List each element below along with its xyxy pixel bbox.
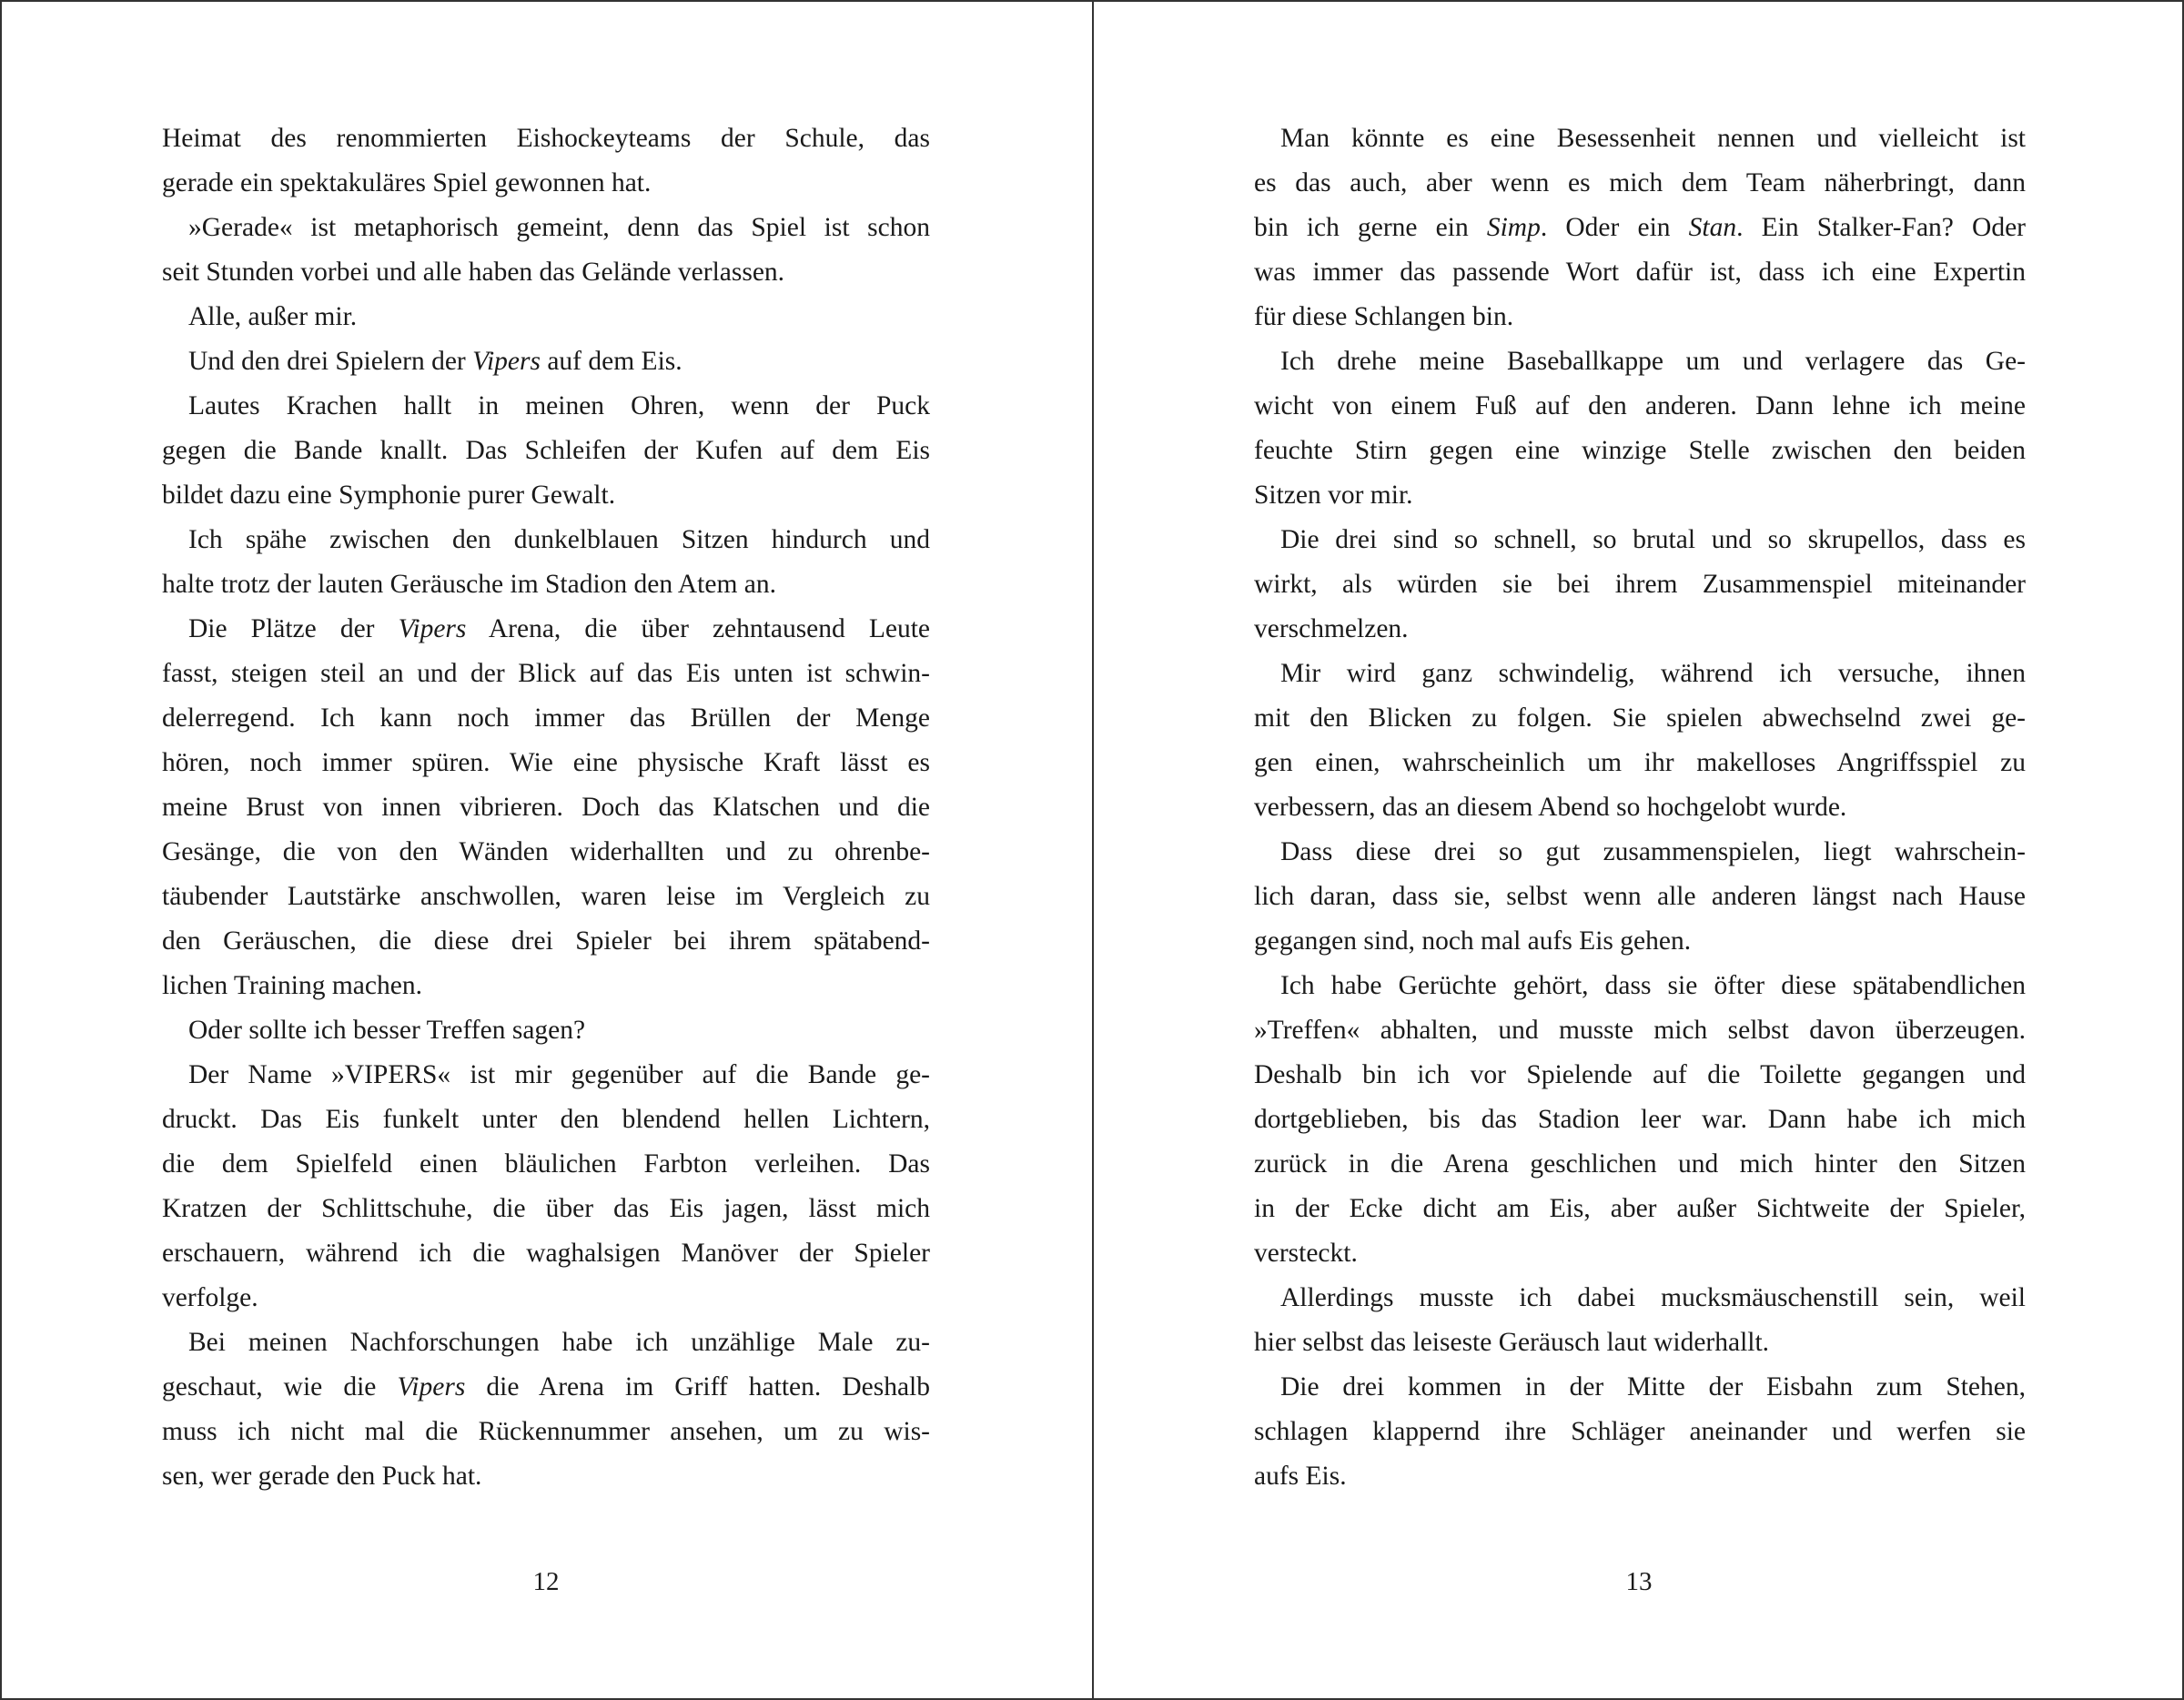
text-line — [1254, 161, 2026, 206]
text-span: halte trotz der lauten Geräusche im Stadion den Atem an. — [162, 570, 776, 599]
text-column — [162, 116, 930, 1499]
text-span: bildet dazu eine Symphonie purer Gewalt. — [162, 481, 616, 510]
text-span: . Ein Stalker-Fan? Oder — [1736, 213, 2026, 242]
text-span: Und den drei Spielern der — [188, 347, 473, 376]
text-line — [1254, 741, 2026, 785]
text-span: wicht von einem Fuß auf den anderen. Dann lehne ich meine — [1254, 391, 2026, 420]
text-span: täubender Lautstärke anschwollen, waren leise im Vergleich zu — [162, 882, 930, 911]
text-line — [162, 1276, 930, 1321]
text-span: es das auch, aber wenn es mich dem Team näherbringt, dann — [1254, 168, 2026, 197]
italic-text: Vipers — [397, 1372, 466, 1401]
text-line — [1254, 1008, 2026, 1053]
paragraph — [1254, 1276, 2026, 1365]
text-span: versteckt. — [1254, 1239, 1358, 1268]
text-line — [1254, 875, 2026, 919]
paragraph — [1254, 652, 2026, 830]
text-line — [162, 1142, 930, 1187]
text-line — [162, 1098, 930, 1142]
text-span: fasst, steigen steil an und der Blick auf das Eis unten ist schwin- — [162, 659, 930, 688]
text-span: Allerdings musste ich dabei mucksmäuschenstill sein, weil — [1280, 1283, 2026, 1312]
text-line — [1254, 206, 2026, 250]
text-span: Oder sollte ich besser Treffen sagen? — [188, 1016, 586, 1045]
text-span: auf dem Eis. — [540, 347, 682, 376]
text-line — [162, 161, 930, 206]
text-line — [1254, 1410, 2026, 1454]
text-line — [162, 384, 930, 429]
text-span: Man könnte es eine Besessenheit nennen und vielleicht ist — [1280, 124, 2026, 153]
text-span: wirkt, als würden sie bei ihrem Zusammenspiel miteinander — [1254, 570, 2026, 599]
text-line — [162, 964, 930, 1008]
text-span: die dem Spielfeld einen bläulichen Farbton verleihen. Das — [162, 1149, 930, 1179]
text-span: lich daran, dass sie, selbst wenn alle anderen längst nach Hause — [1254, 882, 2026, 911]
text-span: erschauern, während ich die waghalsigen Manöver der Spieler — [162, 1239, 930, 1268]
paragraph — [1254, 518, 2026, 652]
text-line — [1254, 116, 2026, 161]
text-line — [1254, 429, 2026, 473]
text-span: die Arena im Griff hatten. Deshalb — [465, 1372, 930, 1401]
paragraph — [162, 295, 930, 339]
paragraph — [162, 206, 930, 295]
text-line — [162, 1410, 930, 1454]
text-span: dortgeblieben, bis das Stadion leer war. Dann habe ich mich — [1254, 1105, 2026, 1134]
paragraph — [162, 1321, 930, 1499]
text-span: Heimat des renommierten Eishockeyteams der Schule, das — [162, 124, 930, 153]
text-column — [1254, 116, 2026, 1499]
text-span: »Gerade« ist metaphorisch gemeint, denn das Spiel ist schon — [188, 213, 930, 242]
text-span: verschmelzen. — [1254, 614, 1409, 643]
text-span: . Oder ein — [1540, 213, 1689, 242]
text-line — [162, 607, 930, 652]
page-left — [0, 0, 1090, 1700]
text-line — [162, 1454, 930, 1499]
text-span: feuchte Stirn gegen eine winzige Stelle zwischen den beiden — [1254, 436, 2026, 465]
text-span: hier selbst das leiseste Geräusch laut widerhallt. — [1254, 1328, 1770, 1357]
text-span: sen, wer gerade den Puck hat. — [162, 1462, 482, 1491]
text-line — [1254, 1321, 2026, 1365]
text-span: seit Stunden vorbei und alle haben das Gelände verlassen. — [162, 258, 785, 287]
paragraph — [162, 607, 930, 1008]
text-line — [162, 696, 930, 741]
text-line — [1254, 250, 2026, 295]
text-span: gegangen sind, noch mal aufs Eis gehen. — [1254, 926, 1692, 956]
text-line — [162, 1231, 930, 1276]
text-line — [162, 830, 930, 875]
text-span: Die Plätze der — [188, 614, 399, 643]
text-span: muss ich nicht mal die Rückennummer ansehen, um zu wis- — [162, 1417, 930, 1446]
text-line — [162, 1008, 930, 1053]
text-span: für diese Schlangen bin. — [1254, 302, 1514, 331]
text-span: Lautes Krachen hallt in meinen Ohren, wenn der Puck — [188, 391, 930, 420]
text-line — [162, 250, 930, 295]
text-line — [1254, 785, 2026, 830]
text-span: verbessern, das an diesem Abend so hochgelobt wurde. — [1254, 793, 1847, 822]
paragraph — [162, 1008, 930, 1053]
text-span: Alle, außer mir. — [188, 302, 358, 331]
text-line — [162, 473, 930, 518]
text-line — [162, 652, 930, 696]
text-line — [1254, 1187, 2026, 1231]
paragraph — [162, 1053, 930, 1321]
text-line — [1254, 1098, 2026, 1142]
paragraph — [162, 339, 930, 384]
text-line — [162, 741, 930, 785]
text-span: delerregend. Ich kann noch immer das Brüllen der Menge — [162, 703, 930, 733]
paragraph — [1254, 1365, 2026, 1499]
text-line — [1254, 339, 2026, 384]
paragraph — [162, 116, 930, 206]
text-span: Die drei kommen in der Mitte der Eisbahn zum Stehen, — [1280, 1372, 2026, 1401]
text-span: hören, noch immer spüren. Wie eine physische Kraft lässt es — [162, 748, 930, 777]
italic-text: Vipers — [472, 347, 541, 376]
text-line — [162, 1053, 930, 1098]
page-number: 13 — [1625, 1567, 1653, 1596]
text-span: Dass diese drei so gut zusammenspielen, liegt wahrschein- — [1280, 837, 2026, 866]
text-span: was immer das passende Wort dafür ist, dass ich eine Expertin — [1254, 258, 2026, 287]
text-line — [162, 875, 930, 919]
text-line — [1254, 696, 2026, 741]
text-span: Deshalb bin ich vor Spielende auf die Toilette gegangen und — [1254, 1060, 2026, 1089]
text-span: Sitzen vor mir. — [1254, 481, 1413, 510]
paragraph — [1254, 116, 2026, 339]
text-span: in der Ecke dicht am Eis, aber außer Sichtweite der Spieler, — [1254, 1194, 2026, 1223]
text-span: Kratzen der Schlittschuhe, die über das Eis jagen, lässt mich — [162, 1194, 930, 1223]
text-span: mit den Blicken zu folgen. Sie spielen abwechselnd zwei ge- — [1254, 703, 2026, 733]
text-span: gen einen, wahrscheinlich um ihr makelloses Angriffsspiel zu — [1254, 748, 2026, 777]
text-span: Ich drehe meine Baseballkappe um und verlagere das Ge- — [1280, 347, 2026, 376]
text-span: schlagen klappernd ihre Schläger aneinander und werfen sie — [1254, 1417, 2026, 1446]
paragraph — [1254, 830, 2026, 964]
paragraph — [162, 384, 930, 518]
paragraph — [162, 518, 930, 607]
text-span: geschaut, wie die — [162, 1372, 398, 1401]
text-span: verfolge. — [162, 1283, 258, 1312]
page-number: 12 — [532, 1567, 560, 1596]
text-line — [1254, 473, 2026, 518]
text-line — [162, 339, 930, 384]
text-line — [162, 206, 930, 250]
text-line — [1254, 1276, 2026, 1321]
text-line — [1254, 652, 2026, 696]
italic-text: Simp — [1486, 213, 1541, 242]
text-span: aufs Eis. — [1254, 1462, 1347, 1491]
text-line — [1254, 1142, 2026, 1187]
text-line — [1254, 830, 2026, 875]
text-span: Mir wird ganz schwindelig, während ich versuche, ihnen — [1280, 659, 2026, 688]
text-line — [1254, 384, 2026, 429]
text-line — [162, 1187, 930, 1231]
text-span: gegen die Bande knallt. Das Schleifen der Kufen auf dem Eis — [162, 436, 930, 465]
text-line — [1254, 919, 2026, 964]
text-span: zurück in die Arena geschlichen und mich hinter den Sitzen — [1254, 1149, 2026, 1179]
text-line — [1254, 607, 2026, 652]
text-line — [1254, 1053, 2026, 1098]
text-line — [1254, 518, 2026, 562]
text-line — [1254, 1454, 2026, 1499]
text-span: den Geräuschen, die diese drei Spieler bei ihrem spätabend- — [162, 926, 930, 956]
text-line — [1254, 562, 2026, 607]
paragraph — [1254, 964, 2026, 1276]
text-line — [1254, 1231, 2026, 1276]
page-right — [1094, 0, 2184, 1700]
paragraph — [1254, 339, 2026, 518]
text-span: Ich habe Gerüchte gehört, dass sie öfter diese spätabendlichen — [1280, 971, 2026, 1000]
text-line — [162, 518, 930, 562]
text-span: meine Brust von innen vibrieren. Doch das Klatschen und die — [162, 793, 930, 822]
text-line — [162, 295, 930, 339]
text-line — [1254, 964, 2026, 1008]
italic-text: Vipers — [398, 614, 467, 643]
text-span: Gesänge, die von den Wänden widerhallten und zu ohrenbe- — [162, 837, 930, 866]
text-line — [162, 785, 930, 830]
text-line — [162, 429, 930, 473]
text-span: lichen Training machen. — [162, 971, 422, 1000]
text-line — [1254, 295, 2026, 339]
text-span: Der Name »VIPERS« ist mir gegenüber auf die Bande ge- — [188, 1060, 930, 1089]
text-line — [162, 116, 930, 161]
text-span: gerade ein spektakuläres Spiel gewonnen hat. — [162, 168, 652, 197]
text-line — [162, 1365, 930, 1410]
text-span: Arena, die über zehntausend Leute — [466, 614, 930, 643]
text-span: Die drei sind so schnell, so brutal und so skrupellos, dass es — [1280, 525, 2026, 554]
text-span: »Treffen« abhalten, und musste mich selbst davon überzeugen. — [1254, 1016, 2026, 1045]
text-span: Ich spähe zwischen den dunkelblauen Sitzen hindurch und — [188, 525, 930, 554]
text-line — [162, 562, 930, 607]
text-line — [1254, 1365, 2026, 1410]
text-span: bin ich gerne ein — [1254, 213, 1487, 242]
text-line — [162, 1321, 930, 1365]
text-span: Bei meinen Nachforschungen habe ich unzählige Male zu- — [188, 1328, 930, 1357]
italic-text: Stan — [1688, 213, 1737, 242]
text-line — [162, 919, 930, 964]
text-span: druckt. Das Eis funkelt unter den blendend hellen Lichtern, — [162, 1105, 930, 1134]
